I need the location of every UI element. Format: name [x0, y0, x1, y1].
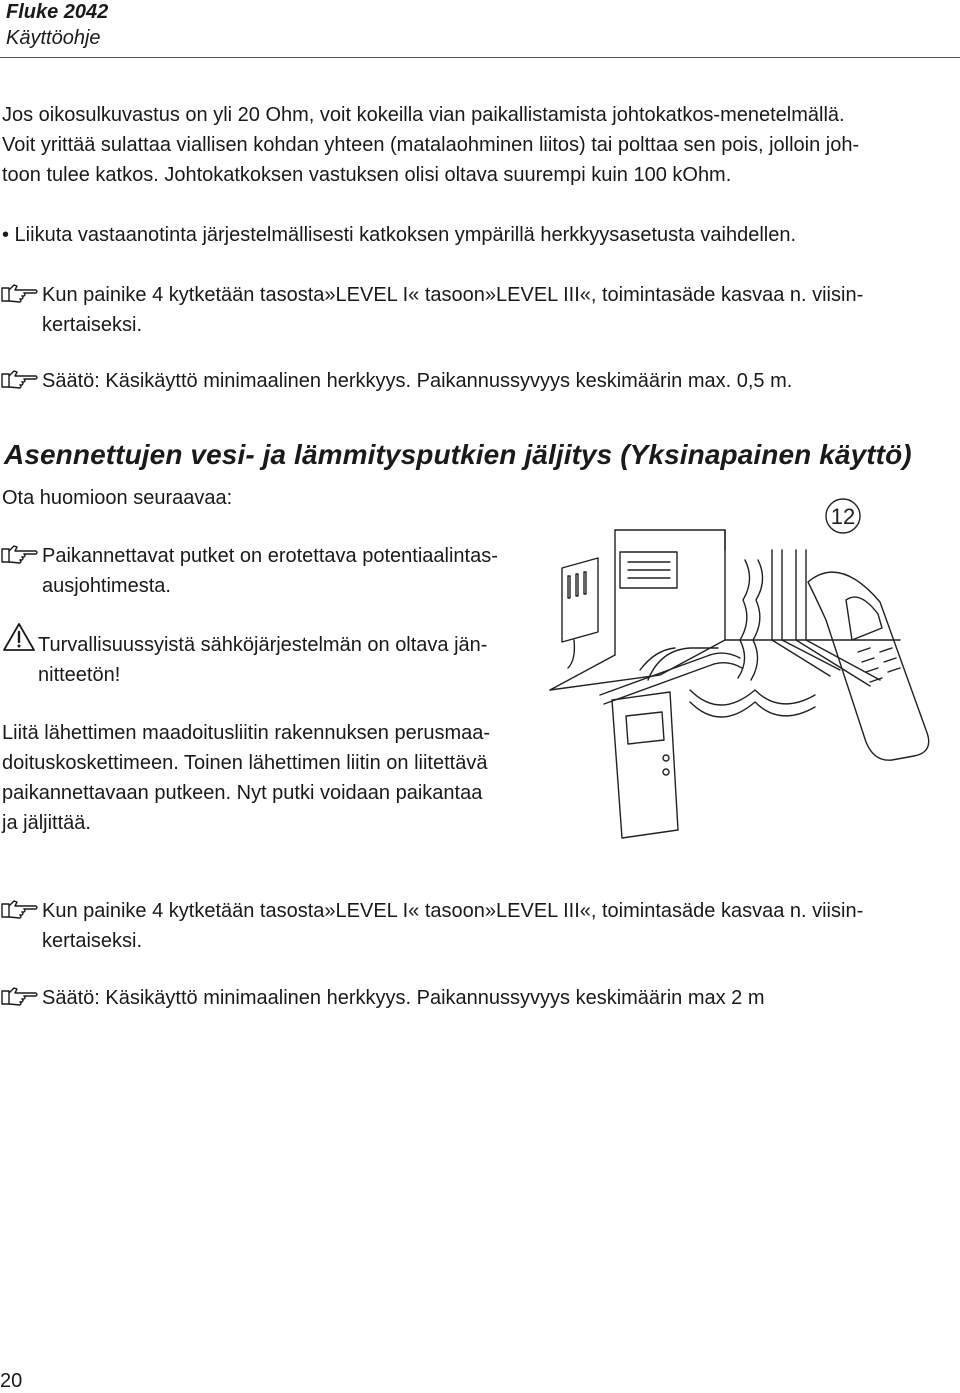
intro-line: Voit yrittää sulattaa viallisen kohdan yhteen (matalaohminen liitos) tai polttaa sen pois, jolloin joh- [2, 134, 860, 156]
note-text: Säätö: Käsikäyttö minimaalinen herkkyys. Paikannussyvyys keskimäärin max 2 m [42, 987, 765, 1009]
section-heading: Asennettujen vesi- ja lämmitysputkien jäljitys (Yksinapainen käyttö) [4, 439, 912, 470]
paragraph-line: Liitä lähettimen maadoitusliitin rakennuksen perusmaa- [2, 722, 491, 744]
page-header [6, 0, 108, 50]
note-text: Kun painike 4 kytketään tasosta»LEVEL I« tasoon»LEVEL III«, toimintasäde kasvaa n. viisin- [42, 284, 864, 306]
note-pipes [42, 541, 498, 601]
note-text: kertaiseksi. [42, 930, 143, 952]
intro-paragraph [2, 100, 859, 190]
note-text: Säätö: Käsikäyttö minimaalinen herkkyys. Paikannussyvyys keskimäärin max. 0,5 m. [42, 370, 793, 392]
note-level-1-cont [42, 310, 142, 340]
pointing-hand-icon [0, 368, 40, 390]
bullet-item [2, 220, 796, 250]
intro-line: toon tulee katkos. Johtokatkoksen vastuksen olisi oltava suurempi kuin 100 kOhm. [2, 164, 732, 186]
note-text: Kun painike 4 kytketään tasosta»LEVEL I« tasoon»LEVEL III«, toimintasäde kasvaa n. viisin- [42, 900, 864, 922]
note-text: kertaiseksi. [42, 314, 143, 336]
note-adjust-2 [42, 983, 765, 1013]
note-level-2 [42, 896, 863, 926]
pointing-hand-icon [0, 543, 40, 565]
note-adjust-1 [42, 366, 792, 396]
pointing-hand-icon [0, 985, 40, 1007]
section-intro-text: Ota huomioon seuraavaa: [2, 487, 233, 509]
paragraph-line: ja jäljittää. [2, 812, 91, 834]
warning-text: Turvallisuussyistä sähköjärjestelmän on oltava jän- [38, 634, 488, 656]
paragraph-line: doituskoskettimeen. Toinen lähettimen liitin on liitettävä [2, 752, 488, 774]
bullet-text: • Liikuta vastaanotinta järjestelmällisesti katkoksen ympärillä herkkyysasetusta vaihdellen. [2, 224, 797, 246]
header-subtitle: Käyttöohje [6, 27, 101, 49]
section-intro [2, 483, 232, 513]
pointing-hand-icon [0, 898, 40, 920]
note-level-1 [42, 280, 863, 310]
note-text: ausjohtimesta. [42, 575, 171, 597]
warning-text: nitteetön! [38, 664, 121, 686]
pipe-tracing-figure [540, 490, 960, 860]
header-title: Fluke 2042 [6, 1, 109, 23]
connection-paragraph [2, 718, 490, 838]
note-text: Paikannettavat putket on erotettava potentiaalintas- [42, 545, 498, 567]
page-number: 20 [0, 1370, 23, 1392]
intro-line: Jos oikosulkuvastus on yli 20 Ohm, voit kokeilla vian paikallistamista johtokatkos-menetelmällä. [2, 104, 845, 126]
pointing-hand-icon [0, 282, 40, 304]
paragraph-line: paikannettavaan putkeen. Nyt putki voidaan paikantaa [2, 782, 483, 804]
note-level-2-cont [42, 926, 142, 956]
header-rule [0, 57, 960, 58]
warning-triangle-icon [2, 622, 36, 652]
warning-note [38, 630, 487, 690]
figure-number: 12 [830, 504, 856, 529]
